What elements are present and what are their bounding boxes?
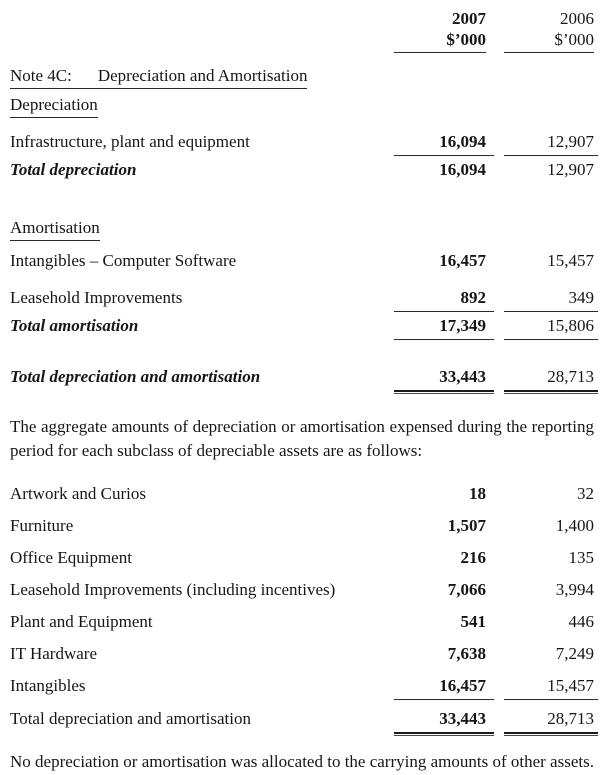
value-2006: 135 xyxy=(568,548,594,567)
column-header-2006 xyxy=(504,8,598,53)
value-2007: 892 xyxy=(394,287,494,312)
row-label: Intangibles xyxy=(10,676,86,695)
year-2006-label: 2006 xyxy=(560,9,594,28)
value-2006: 15,457 xyxy=(504,675,598,700)
value-2007: 7,066 xyxy=(447,580,486,599)
table-row xyxy=(10,287,598,312)
table-row xyxy=(10,547,598,571)
value-2006: 7,249 xyxy=(555,644,594,663)
amortisation-heading-label: Amortisation xyxy=(10,217,100,241)
note-title xyxy=(10,65,598,89)
value-2006: 12,907 xyxy=(547,160,594,179)
table-row-grand-total xyxy=(10,366,598,392)
section-heading-amortisation xyxy=(10,217,598,241)
unit-2007-label: $’000 xyxy=(394,29,486,53)
value-2007: 1,507 xyxy=(447,516,486,535)
table-header xyxy=(10,8,598,53)
table-row xyxy=(10,250,598,274)
subclass-table xyxy=(10,483,598,734)
table-row xyxy=(10,579,598,603)
section-heading-depreciation xyxy=(10,94,598,118)
value-2007: 17,349 xyxy=(394,315,494,340)
value-2006: 1,400 xyxy=(555,516,594,535)
closing-paragraph: No depreciation or amortisation was allocated to the carrying amounts of other assets. xyxy=(10,752,594,771)
value-2007: 16,457 xyxy=(439,251,486,270)
value-2007: 18 xyxy=(469,484,486,503)
unit-2006-label: $’000 xyxy=(504,29,594,53)
value-2006: 3,994 xyxy=(555,580,594,599)
value-2007: 541 xyxy=(460,612,486,631)
table-row-grand-total xyxy=(10,708,598,734)
table-row xyxy=(10,483,598,507)
value-2006: 15,806 xyxy=(504,315,598,340)
value-2007: 216 xyxy=(460,548,486,567)
table-row-total-depreciation xyxy=(10,159,598,183)
row-label: Intangibles – Computer Software xyxy=(10,251,237,270)
row-label: Plant and Equipment xyxy=(10,612,153,631)
value-2007: 33,443 xyxy=(394,708,494,734)
depreciation-heading-label: Depreciation xyxy=(10,94,98,118)
table-row xyxy=(10,515,598,539)
value-2006: 15,457 xyxy=(547,251,594,270)
table-row xyxy=(10,643,598,667)
table-row-total-amortisation xyxy=(10,315,598,340)
row-label: IT Hardware xyxy=(10,644,98,663)
row-label: Furniture xyxy=(10,516,74,535)
row-label: Artwork and Curios xyxy=(10,484,146,503)
value-2007: 16,094 xyxy=(394,131,494,156)
table-row xyxy=(10,675,598,700)
value-2006: 32 xyxy=(577,484,594,503)
value-2006: 12,907 xyxy=(504,131,598,156)
row-label: Leasehold Improvements xyxy=(10,288,183,307)
value-2006: 28,713 xyxy=(504,708,598,734)
value-2007: 7,638 xyxy=(447,644,486,663)
table-row xyxy=(10,131,598,156)
row-label: Total depreciation xyxy=(10,160,137,179)
row-label: Total depreciation and amortisation xyxy=(10,367,261,386)
note-title-prefix: Note 4C: xyxy=(10,66,72,85)
note-title-text: Depreciation and Amortisation xyxy=(97,66,308,85)
row-label: Infrastructure, plant and equipment xyxy=(10,132,250,151)
value-2007: 16,457 xyxy=(394,675,494,700)
column-header-2007 xyxy=(394,8,494,53)
value-2006: 446 xyxy=(568,612,594,631)
value-2007: 16,094 xyxy=(439,160,486,179)
row-label: Total depreciation and amortisation xyxy=(10,709,251,728)
table-row xyxy=(10,611,598,635)
intro-paragraph: The aggregate amounts of depreciation or amortisation expensed during the reporting period for each subclass of depreciable assets are as follows: xyxy=(10,417,594,460)
row-label: Leasehold Improvements (including incentives) xyxy=(10,580,336,599)
value-2006: 349 xyxy=(504,287,598,312)
row-label: Office Equipment xyxy=(10,548,132,567)
value-2006: 28,713 xyxy=(504,366,598,392)
year-2007-label: 2007 xyxy=(452,9,486,28)
value-2007: 33,443 xyxy=(394,366,494,392)
row-label: Total amortisation xyxy=(10,316,139,335)
